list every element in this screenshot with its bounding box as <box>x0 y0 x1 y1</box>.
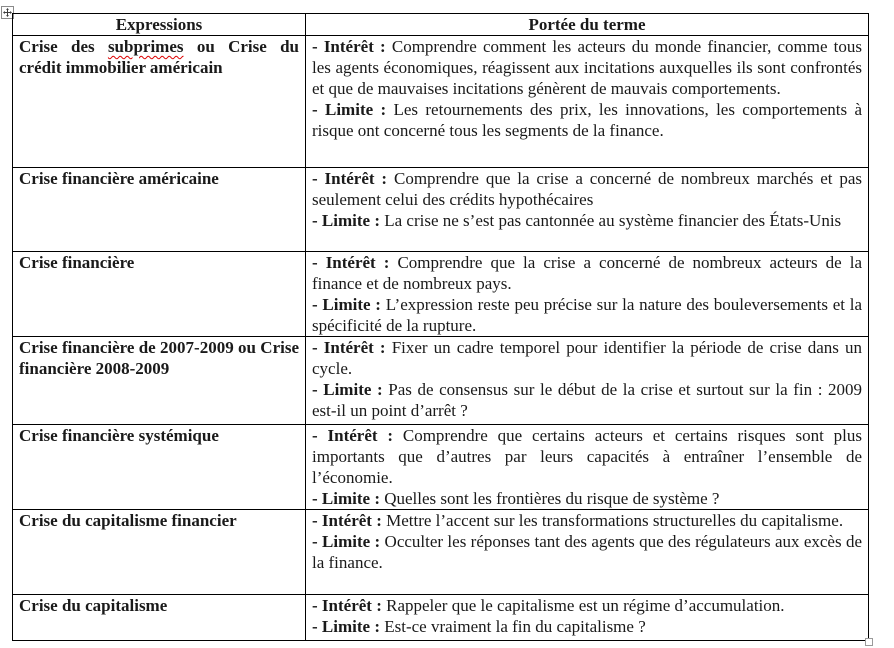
interet-paragraph <box>312 425 862 488</box>
table-row <box>13 510 869 595</box>
limite-paragraph <box>312 616 862 637</box>
portee-cell <box>306 425 869 510</box>
expression-text: Crise financière de 2007-2009 ou Crise financière 2008-2009 <box>19 338 299 378</box>
column-header-expressions: Expressions <box>13 14 306 36</box>
limite-label: - Limite : <box>312 489 380 508</box>
table-row <box>13 595 869 641</box>
expression-cell <box>13 252 306 337</box>
limite-label: - Limite : <box>312 617 380 636</box>
portee-cell <box>306 36 869 168</box>
limite-text: L’expression reste peu précise sur la nature des bouleversements et la spécificité de la rupture. <box>312 295 862 335</box>
expression-cell <box>13 337 306 425</box>
limite-label: - Limite : <box>312 532 381 551</box>
interet-label: - Intérêt : <box>312 596 382 615</box>
interet-text: Comprendre que certains acteurs et certains risques sont plus importants que d’autres par leurs capacités à entraîner l’ensemble de l’économie. <box>312 426 863 487</box>
interet-paragraph <box>312 595 862 616</box>
limite-paragraph <box>312 379 862 421</box>
interet-text: Mettre l’accent sur les transformations structurelles du capitalisme. <box>386 511 844 530</box>
limite-text: Les retournements des prix, les innovations, les comportements à risque ont concerné tous les segments de la finance. <box>312 100 862 140</box>
expression-text: Crise financière systémique <box>19 426 219 445</box>
interet-label: - Intérêt : <box>312 426 394 445</box>
interet-paragraph <box>312 337 862 379</box>
table-header-row <box>13 14 869 36</box>
interet-paragraph <box>312 252 862 294</box>
limite-label: - Limite : <box>312 211 380 230</box>
expression-text: Crise financière <box>19 253 135 272</box>
move-cross-icon <box>3 8 12 17</box>
interet-text: Comprendre comment les acteurs du monde financier, comme tous les agents économiques, réagissent aux incitations auxquelles ils sont confrontés et que de mauvaises incitations génèrent de mauvais comportements. <box>312 37 863 98</box>
portee-cell <box>306 252 869 337</box>
misspelled-word: subprimes <box>107 37 184 56</box>
limite-text: Pas de consensus sur le début de la crise et surtout sur la fin : 2009 est-il un point d’arrêt ? <box>312 380 863 420</box>
interet-label: - Intérêt : <box>312 37 386 56</box>
expression-cell <box>13 510 306 595</box>
limite-paragraph <box>312 531 862 573</box>
interet-text: Fixer un cadre temporel pour identifier la période de crise dans un cycle. <box>312 338 862 378</box>
limite-label: - Limite : <box>312 295 381 314</box>
table-row <box>13 36 869 168</box>
limite-paragraph <box>312 294 862 336</box>
limite-text: Quelles sont les frontières du risque de système ? <box>384 489 720 508</box>
portee-cell <box>306 510 869 595</box>
expression-cell <box>13 595 306 641</box>
table-resize-handle[interactable] <box>865 638 873 646</box>
expression-cell <box>13 168 306 252</box>
limite-label: - Limite : <box>312 100 387 119</box>
expression-cell <box>13 425 306 510</box>
limite-text: La crise ne s’est pas cantonnée au système financier des États-Unis <box>384 211 842 230</box>
expression-text: ou Crise du crédit immobilier américain <box>19 37 299 77</box>
portee-cell <box>306 168 869 252</box>
table-row <box>13 252 869 337</box>
limite-label: - Limite : <box>312 380 383 399</box>
portee-cell <box>306 337 869 425</box>
limite-paragraph <box>312 488 862 509</box>
terms-table <box>12 13 869 641</box>
interet-text: Rappeler que le capitalisme est un régime d’accumulation. <box>386 596 785 615</box>
expression-text: Crise du capitalisme financier <box>19 511 237 530</box>
interet-text: Comprendre que la crise a concerné de nombreux acteurs de la finance et de nombreux pays. <box>312 253 862 293</box>
limite-text: Occulter les réponses tant des agents que des régulateurs aux excès de la finance. <box>312 532 862 572</box>
interet-label: - Intérêt : <box>312 169 388 188</box>
limite-text: Est-ce vraiment la fin du capitalisme ? <box>384 617 646 636</box>
interet-label: - Intérêt : <box>312 253 390 272</box>
expression-text: Crise des <box>19 37 108 56</box>
table-row <box>13 425 869 510</box>
interet-paragraph <box>312 510 862 531</box>
interet-label: - Intérêt : <box>312 338 386 357</box>
portee-cell <box>306 595 869 641</box>
table-row <box>13 337 869 425</box>
table-row <box>13 168 869 252</box>
interet-text: Comprendre que la crise a concerné de nombreux marchés et pas seulement celui des crédits hypothécaires <box>312 169 863 209</box>
limite-paragraph <box>312 99 862 141</box>
interet-label: - Intérêt : <box>312 511 382 530</box>
interet-paragraph <box>312 36 862 99</box>
interet-paragraph <box>312 168 862 210</box>
column-header-portee: Portée du terme <box>306 14 869 36</box>
expression-cell <box>13 36 306 168</box>
expression-text: Crise financière américaine <box>19 169 219 188</box>
limite-paragraph <box>312 210 862 231</box>
expression-text: Crise du capitalisme <box>19 596 168 615</box>
